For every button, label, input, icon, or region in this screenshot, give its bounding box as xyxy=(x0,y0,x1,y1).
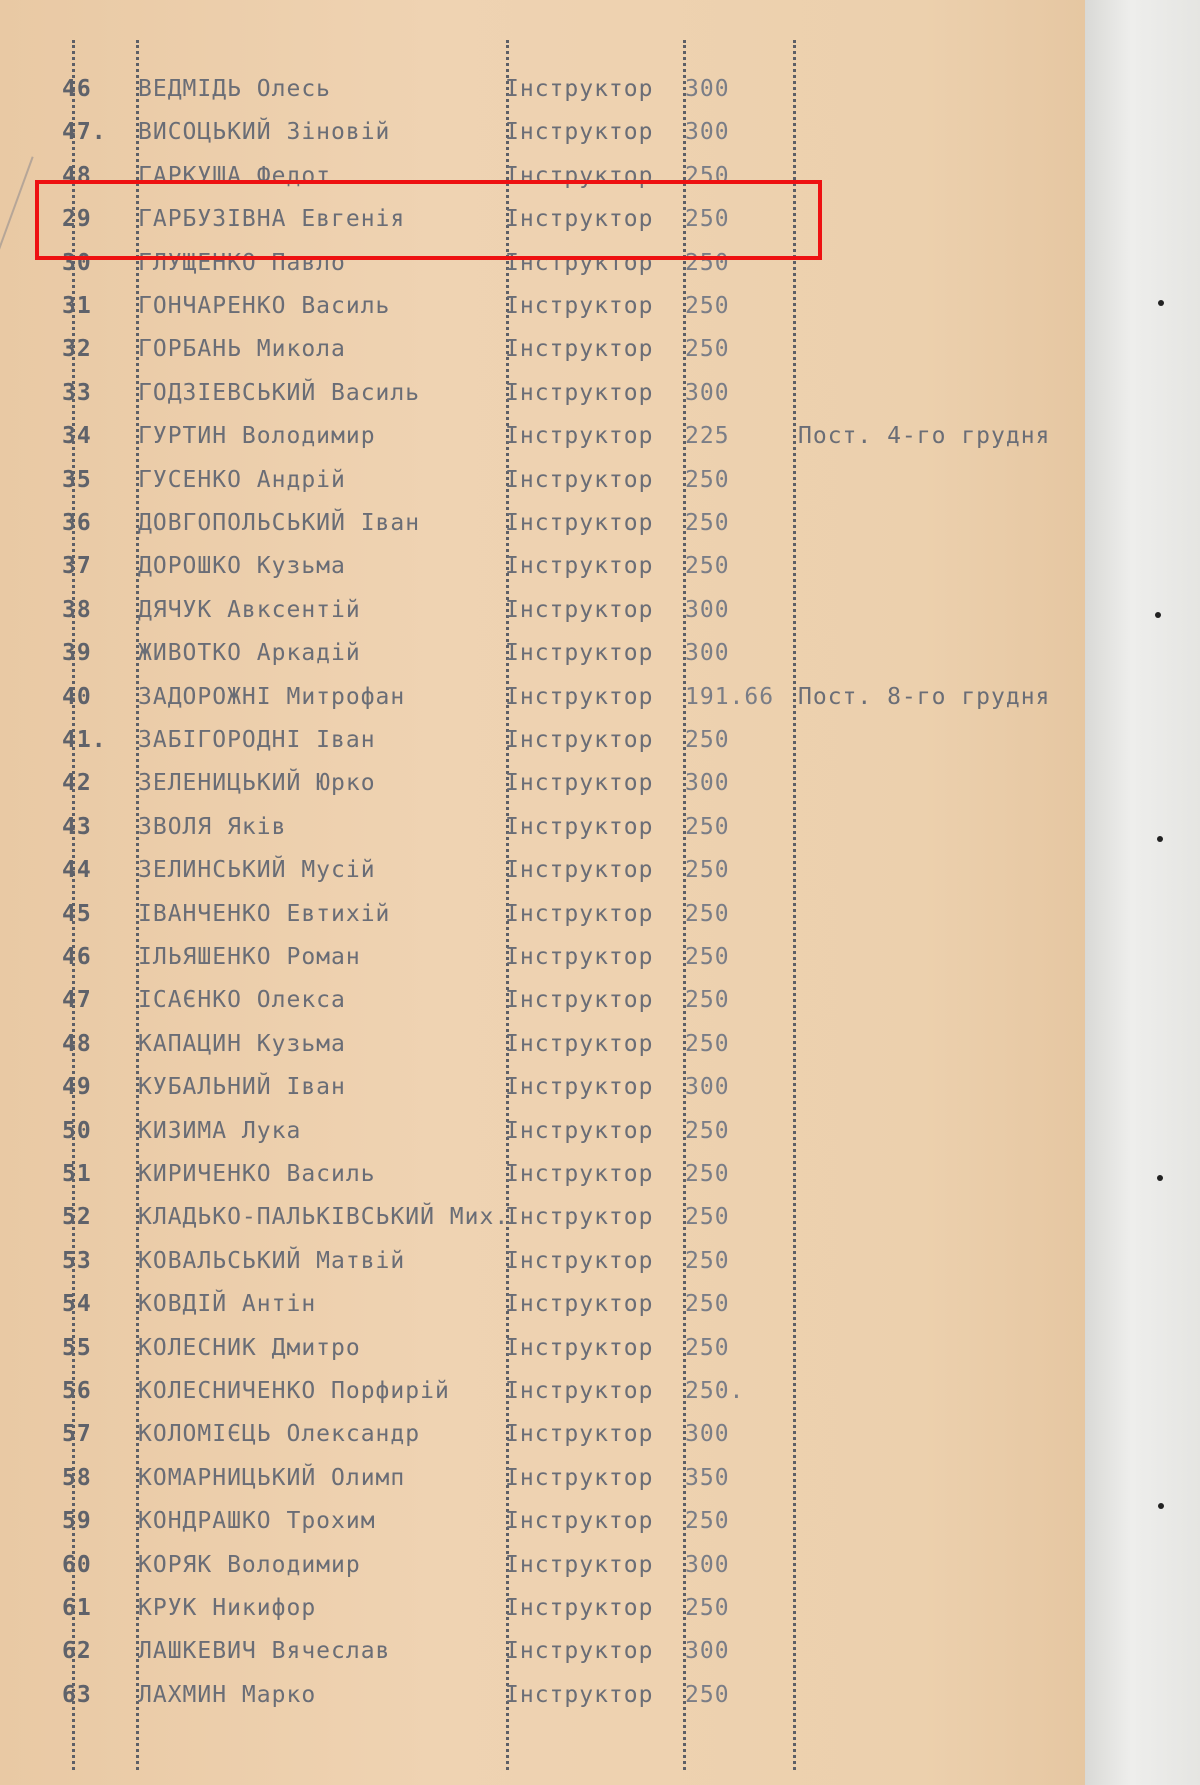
position: Інструктор xyxy=(505,727,654,753)
row-number: 41. xyxy=(62,727,107,753)
person-name: КЛАДЬКО-ПАЛЬКІВСЬКИЙ Мих. xyxy=(138,1204,510,1231)
person-name: КОЛЕСНИЧЕНКО Порфирій xyxy=(138,1378,450,1404)
position: Інструктор xyxy=(505,1334,654,1361)
row-number: 61 xyxy=(62,1595,92,1621)
person-name: ЖИВОТКО Аркадій xyxy=(138,640,361,667)
table-row xyxy=(0,1023,1085,1066)
position: Інструктор xyxy=(505,683,654,710)
salary: 300 xyxy=(685,1638,730,1665)
person-name: ЗАБІГОРОДНІ Іван xyxy=(138,727,376,753)
row-number: 35 xyxy=(62,466,92,493)
table-row xyxy=(0,1153,1085,1196)
position: Інструктор xyxy=(505,1378,654,1404)
table-row xyxy=(0,719,1085,762)
salary: 250 xyxy=(685,1247,730,1274)
position: Інструктор xyxy=(505,640,654,667)
person-name: ВЕДМІДЬ Олесь xyxy=(138,76,332,102)
salary: 300 xyxy=(685,596,730,623)
salary: 300 xyxy=(685,119,730,146)
position: Інструктор xyxy=(505,553,654,580)
position: Інструктор xyxy=(505,1161,654,1187)
person-name: ГОРБАНЬ Микола xyxy=(138,336,346,363)
salary: 250 xyxy=(685,813,730,840)
salary: 250 xyxy=(685,1681,730,1708)
table-row xyxy=(0,676,1085,719)
row-number: 33 xyxy=(62,379,92,406)
person-name: КОВАЛЬСЬКИЙ Матвій xyxy=(138,1247,406,1274)
row-number: 48 xyxy=(62,162,92,189)
salary: 250 xyxy=(685,857,730,884)
row-number: 46 xyxy=(62,944,92,970)
salary: 250 xyxy=(685,987,730,1014)
position: Інструктор xyxy=(505,379,654,406)
person-name: ІЛЬЯШЕНКО Роман xyxy=(138,944,361,970)
person-name: ДОРОШКО Кузьма xyxy=(138,553,346,580)
row-number: 38 xyxy=(62,596,92,623)
table-row xyxy=(0,459,1085,502)
row-number: 57 xyxy=(62,1421,92,1448)
punch-mark xyxy=(1158,1503,1164,1509)
person-name: ГУСЕНКО Андрій xyxy=(138,466,346,493)
salary: 250 xyxy=(685,293,730,319)
salary: 250 xyxy=(685,1291,730,1318)
table-row xyxy=(0,1066,1085,1109)
person-name: ГАРБУЗІВНА Евгенія xyxy=(138,206,406,233)
person-name: КИРИЧЕНКО Василь xyxy=(138,1161,376,1187)
person-name: КОМАРНИЦЬКИЙ Олимп xyxy=(138,1464,406,1491)
salary: 250 xyxy=(685,249,730,276)
table-row xyxy=(0,328,1085,371)
salary: 191.66 xyxy=(685,683,775,710)
row-number: 45 xyxy=(62,900,92,927)
table-row xyxy=(0,372,1085,415)
person-name: КОЛЕСНИК Дмитро xyxy=(138,1334,361,1361)
row-number: 44 xyxy=(62,857,92,884)
person-name: КУБАЛЬНИЙ Іван xyxy=(138,1074,346,1101)
row-number: 63 xyxy=(62,1681,92,1708)
person-name: ГОНЧАРЕНКО Василь xyxy=(138,293,391,319)
salary: 250 xyxy=(685,1595,730,1621)
salary: 250 xyxy=(685,1030,730,1057)
position: Інструктор xyxy=(505,162,654,189)
position: Інструктор xyxy=(505,944,654,970)
position: Інструктор xyxy=(505,249,654,276)
salary: 250 xyxy=(685,336,730,363)
person-name: КОРЯК Володимир xyxy=(138,1551,361,1578)
position: Інструктор xyxy=(505,1464,654,1491)
row-number: 31 xyxy=(62,293,92,319)
row-number: 30 xyxy=(62,249,92,276)
position: Інструктор xyxy=(505,1074,654,1101)
position: Інструктор xyxy=(505,206,654,233)
row-number: 53 xyxy=(62,1247,92,1274)
row-number: 39 xyxy=(62,640,92,667)
salary: 250 xyxy=(685,553,730,580)
table-row xyxy=(0,415,1085,458)
salary: 300 xyxy=(685,640,730,667)
row-number: 51 xyxy=(62,1161,92,1187)
person-name: ІВАНЧЕНКО Евтихій xyxy=(138,900,391,927)
row-number: 29 xyxy=(62,206,92,233)
position: Інструктор xyxy=(505,857,654,884)
person-name: КРУК Никифор xyxy=(138,1595,317,1621)
punch-mark xyxy=(1155,612,1161,618)
salary: 250 xyxy=(685,206,730,233)
position: Інструктор xyxy=(505,293,654,319)
salary: 250 xyxy=(685,1161,730,1187)
scanner-background xyxy=(1085,0,1200,1785)
position: Інструктор xyxy=(505,76,654,102)
row-number: 42 xyxy=(62,770,92,797)
person-name: ГЛУЩЕНКО Павло xyxy=(138,249,346,276)
salary: 250 xyxy=(685,727,730,753)
row-number: 62 xyxy=(62,1638,92,1665)
position: Інструктор xyxy=(505,1508,654,1535)
row-number: 40 xyxy=(62,683,92,710)
table-row xyxy=(0,68,1085,111)
table-row xyxy=(0,806,1085,849)
position: Інструктор xyxy=(505,510,654,536)
row-number: 59 xyxy=(62,1508,92,1535)
table-row xyxy=(0,1413,1085,1456)
person-name: ДОВГОПОЛЬСЬКИЙ Іван xyxy=(138,510,421,536)
row-number: 54 xyxy=(62,1291,92,1318)
table-row xyxy=(0,111,1085,154)
position: Інструктор xyxy=(505,1247,654,1274)
salary: 300 xyxy=(685,76,730,102)
position: Інструктор xyxy=(505,336,654,363)
row-number: 49 xyxy=(62,1074,92,1101)
row-number: 47 xyxy=(62,987,92,1014)
position: Інструктор xyxy=(505,466,654,493)
position: Інструктор xyxy=(505,1551,654,1578)
person-name: КИЗИМА Лука xyxy=(138,1117,302,1144)
position: Інструктор xyxy=(505,1595,654,1621)
salary: 250 xyxy=(685,1204,730,1231)
table-row xyxy=(0,1110,1085,1153)
table-row xyxy=(0,1457,1085,1500)
note: Пост. 8-го грудня xyxy=(798,683,1051,710)
person-name: ЗЕЛЕНИЦЬКИЙ Юрко xyxy=(138,770,376,797)
salary: 250 xyxy=(685,944,730,970)
salary: 350 xyxy=(685,1464,730,1491)
table-row xyxy=(0,1500,1085,1543)
position: Інструктор xyxy=(505,1291,654,1318)
person-name: ЗВОЛЯ Яків xyxy=(138,813,287,840)
punch-mark xyxy=(1157,836,1163,842)
salary: 300 xyxy=(685,1421,730,1448)
table-row xyxy=(0,589,1085,632)
salary: 250 xyxy=(685,466,730,493)
salary: 300 xyxy=(685,379,730,406)
table-row xyxy=(0,1630,1085,1673)
row-number: 43 xyxy=(62,813,92,840)
salary: 300 xyxy=(685,1074,730,1101)
person-name: ГАРКУША Федот xyxy=(138,162,332,189)
row-number: 47. xyxy=(62,119,107,146)
salary: 250. xyxy=(685,1378,745,1404)
table-row xyxy=(0,1327,1085,1370)
position: Інструктор xyxy=(505,1681,654,1708)
person-name: КАПАЦИН Кузьма xyxy=(138,1030,346,1057)
salary: 300 xyxy=(685,1551,730,1578)
table-row xyxy=(0,936,1085,979)
punch-mark xyxy=(1157,1175,1163,1181)
position: Інструктор xyxy=(505,987,654,1014)
row-number: 48 xyxy=(62,1030,92,1057)
position: Інструктор xyxy=(505,900,654,927)
table-row xyxy=(0,762,1085,805)
position: Інструктор xyxy=(505,1204,654,1231)
position: Інструктор xyxy=(505,1421,654,1448)
table-row xyxy=(0,979,1085,1022)
position: Інструктор xyxy=(505,119,654,146)
salary: 225 xyxy=(685,423,730,450)
table-row xyxy=(0,1544,1085,1587)
row-number: 37 xyxy=(62,553,92,580)
table-row xyxy=(0,893,1085,936)
person-name: КОЛОМІЄЦЬ Олександр xyxy=(138,1421,421,1448)
highlight-box xyxy=(35,180,822,260)
person-name: ІСАЄНКО Олекса xyxy=(138,987,346,1014)
salary: 250 xyxy=(685,1334,730,1361)
table-row xyxy=(0,1196,1085,1239)
table-row xyxy=(0,632,1085,675)
row-number: 58 xyxy=(62,1464,92,1491)
table-row xyxy=(0,1283,1085,1326)
row-number: 50 xyxy=(62,1117,92,1144)
salary: 250 xyxy=(685,900,730,927)
table-row xyxy=(0,1240,1085,1283)
person-name: ГУРТИН Володимир xyxy=(138,423,376,450)
salary: 250 xyxy=(685,1117,730,1144)
person-name: ЛАШКЕВИЧ Вячеслав xyxy=(138,1638,391,1665)
table-row xyxy=(0,1674,1085,1717)
table-row xyxy=(0,1587,1085,1630)
position: Інструктор xyxy=(505,596,654,623)
table-row xyxy=(0,1370,1085,1413)
salary: 250 xyxy=(685,162,730,189)
position: Інструктор xyxy=(505,1117,654,1144)
salary: 250 xyxy=(685,510,730,536)
salary: 250 xyxy=(685,1508,730,1535)
position: Інструктор xyxy=(505,813,654,840)
person-name: ВИСОЦЬКИЙ Зіновій xyxy=(138,119,391,146)
row-number: 34 xyxy=(62,423,92,450)
note: Пост. 4-го грудня xyxy=(798,423,1051,450)
row-number: 60 xyxy=(62,1551,92,1578)
person-name: КОВДІЙ Антін xyxy=(138,1291,317,1318)
position: Інструктор xyxy=(505,423,654,450)
row-number: 46 xyxy=(62,76,92,102)
table-row xyxy=(0,849,1085,892)
row-number: 55 xyxy=(62,1334,92,1361)
person-name: ДЯЧУК Авксентій xyxy=(138,596,361,623)
person-name: ЛАХМИН Марко xyxy=(138,1681,317,1708)
table-row xyxy=(0,285,1085,328)
row-number: 56 xyxy=(62,1378,92,1404)
row-number: 32 xyxy=(62,336,92,363)
punch-mark xyxy=(1158,300,1164,306)
salary: 300 xyxy=(685,770,730,797)
person-name: ЗЕЛИНСЬКИЙ Мусій xyxy=(138,857,376,884)
person-name: ЗАДОРОЖНІ Митрофан xyxy=(138,683,406,710)
position: Інструктор xyxy=(505,1030,654,1057)
position: Інструктор xyxy=(505,1638,654,1665)
row-number: 52 xyxy=(62,1204,92,1231)
person-name: КОНДРАШКО Трохим xyxy=(138,1508,376,1535)
table-row xyxy=(0,545,1085,588)
person-name: ГОДЗІЕВСЬКИЙ Василь xyxy=(138,379,421,406)
table-row xyxy=(0,502,1085,545)
row-number: 36 xyxy=(62,510,92,536)
position: Інструктор xyxy=(505,770,654,797)
